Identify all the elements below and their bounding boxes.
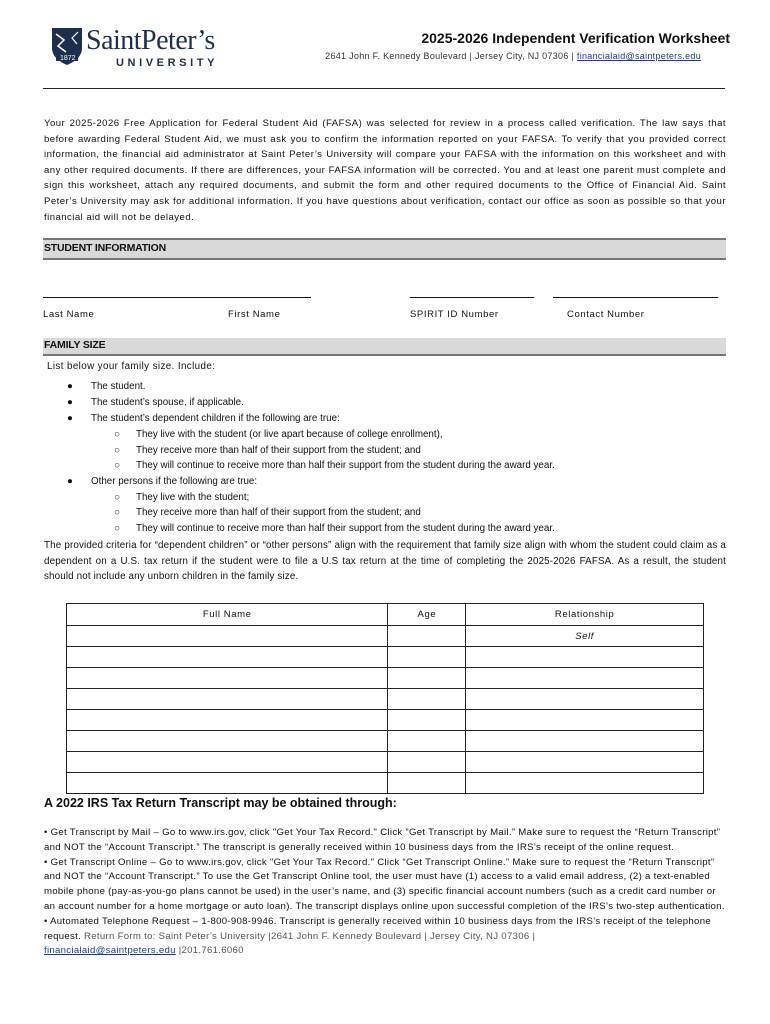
name-cell[interactable] <box>67 689 388 710</box>
name-cell[interactable] <box>67 626 388 647</box>
relationship-cell[interactable] <box>466 668 704 689</box>
bullet-dot: ● <box>67 413 73 424</box>
sub-bullet-circle: ○ <box>114 523 120 534</box>
email-link[interactable]: financialaid@saintpeters.edu <box>576 51 701 61</box>
age-cell[interactable] <box>388 731 466 752</box>
name-cell[interactable] <box>67 773 388 794</box>
table-row <box>67 731 704 752</box>
relationship-cell: Self <box>466 626 704 647</box>
sub-bullet-circle: ○ <box>114 492 120 503</box>
bullet-student: The student. <box>91 381 146 392</box>
last-name-label: Last Name <box>43 309 95 320</box>
irs-online-option: • Get Transcript Online – Go to www.irs.gov, click "Get Your Tax Record." Click “Get Transcript Online.” Make sure to request the “Return Transcript” and NOT the “Account Transcript.” To use the Get Transcript Online tool, the user must have (1) access to a valid email address, (2) a text-enabled mobile phone (pay-as-you-go plans cannot be used) in the user’s name, and (3) specific financial account numbers (such as a credit card number or an account number for a home mortgage or auto loan). The transcript displays online upon successful completion of the IRS’s two-step authentication. <box>44 856 725 912</box>
relationship-cell[interactable] <box>466 710 704 731</box>
intro-paragraph: Your 2025-2026 Free Application for Federal Student Aid (FAFSA) was selected for review in a process called verification. The law says that before awarding Federal Student Aid, we must ask you to confirm the information reported on your FAFSA. To verify that you provided correct information, the financial aid administrator at Saint Peter’s University will compare your FAFSA with the information on this worksheet and with any other required documents. If there are differences, your FAFSA information will be corrected. You and at least one parent must complete and sign this worksheet, attach any required documents, and submit the form and other required documents to the Office of Financial Aid. Saint Peter’s University may ask for additional information. If you have questions about verification, contact our office as soon as possible so that your financial aid will not be delayed. <box>44 118 726 223</box>
children-criterion-2: They receive more than half of their support from the student; and <box>136 445 421 456</box>
student-info-heading: STUDENT INFORMATION <box>44 242 166 254</box>
logo-year: 1872 <box>60 55 76 62</box>
sub-bullet-circle: ○ <box>114 507 120 518</box>
bullet-children: The student’s dependent children if the following are true: <box>91 413 340 424</box>
age-cell[interactable] <box>388 773 466 794</box>
family-members-table <box>66 603 704 794</box>
family-size-heading: FAMILY SIZE <box>44 339 106 351</box>
irs-phone-text: • Automated Telephone Request – 1-800-908-9946. Transcript is generally received within 10 business days from the IRS’s receipt of the telephone request. <box>44 915 711 942</box>
irs-mail-option: • Get Transcript by Mail – Go to www.irs.gov, click "Get Your Tax Record." Click “Get Transcript by Mail.” Make sure to request the “Return Transcript” and NOT the “Account Transcript.” The transcript is generally received within 10 business days from the IRS’s receipt of the online request. <box>44 827 721 853</box>
age-cell[interactable] <box>388 647 466 668</box>
table-row <box>67 668 704 689</box>
logo-wordmark: SaintPeter’s <box>86 25 215 56</box>
student-info-header <box>43 238 726 260</box>
age-cell[interactable] <box>388 752 466 773</box>
irs-phone-option <box>44 915 726 959</box>
children-criterion-3: They will continue to receive more than half their support from the student during the award year. <box>136 460 555 471</box>
age-cell[interactable] <box>388 710 466 731</box>
spirit-id-label: SPIRIT ID Number <box>410 309 499 320</box>
sub-bullet-circle: ○ <box>114 460 120 471</box>
header-address <box>325 51 701 61</box>
irs-transcript-heading: A 2022 IRS Tax Return Transcript may be obtained through: <box>44 796 397 810</box>
name-field-line[interactable] <box>43 297 311 298</box>
name-cell[interactable] <box>67 668 388 689</box>
col-age: Age <box>388 604 466 626</box>
relationship-cell[interactable] <box>466 752 704 773</box>
first-name-label: First Name <box>228 309 281 320</box>
relationship-cell[interactable] <box>466 647 704 668</box>
name-cell[interactable] <box>67 647 388 668</box>
table-row <box>67 710 704 731</box>
table-row <box>67 647 704 668</box>
table-header-row <box>67 604 704 626</box>
others-criterion-2: They receive more than half of their support from the student; and <box>136 507 421 518</box>
table-row <box>67 689 704 710</box>
bullet-spouse: The student’s spouse, if applicable. <box>91 397 244 408</box>
spirit-id-field-line[interactable] <box>410 297 534 298</box>
relationship-cell[interactable] <box>466 773 704 794</box>
others-criterion-1: They live with the student; <box>136 492 250 503</box>
contact-number-label: Contact Number <box>567 309 645 320</box>
return-form-text: Return Form to: Saint Peter’s University |2641 John F. Kennedy Boulevard | Jersey City, NJ 07306 | <box>81 930 536 942</box>
table-row <box>67 773 704 794</box>
family-size-intro: List below your family size. Include: <box>47 361 216 372</box>
name-cell[interactable] <box>67 710 388 731</box>
criteria-paragraph: The provided criteria for “dependent children” or “other persons” align with the requirement that family size align with whom the student could claim as a dependent on a U.S. tax return if the student were to file a U.S tax return at the time of completing the 2025-2026 FAFSA. As a result, the student should not include any unborn children in the family size. <box>44 540 726 583</box>
relationship-cell[interactable] <box>466 689 704 710</box>
relationship-cell[interactable] <box>466 731 704 752</box>
footer-email-link[interactable]: financialaid@saintpeters.edu <box>44 945 176 957</box>
page-title: 2025-2026 Independent Verification Worksheet <box>421 30 730 46</box>
bullet-dot: ● <box>67 476 73 487</box>
family-size-header <box>43 338 726 356</box>
col-full-name: Full Name <box>67 604 388 626</box>
others-criterion-3: They will continue to receive more than half their support from the student during the award year. <box>136 523 555 534</box>
table-row <box>67 626 704 647</box>
irs-instructions <box>44 826 726 959</box>
address-text: 2641 John F. Kennedy Boulevard | Jersey City, NJ 07306 | <box>325 51 577 61</box>
children-criterion-1: They live with the student (or live apart because of college enrollment), <box>136 429 443 440</box>
logo-university: UNIVERSITY <box>116 57 219 69</box>
name-cell[interactable] <box>67 731 388 752</box>
contact-field-line[interactable] <box>553 297 718 298</box>
age-cell[interactable] <box>388 626 466 647</box>
age-cell[interactable] <box>388 689 466 710</box>
bullet-others: Other persons if the following are true: <box>91 476 258 487</box>
col-relationship: Relationship <box>466 604 704 626</box>
bullet-dot: ● <box>67 397 73 408</box>
sub-bullet-circle: ○ <box>114 429 120 440</box>
age-cell[interactable] <box>388 668 466 689</box>
bullet-dot: ● <box>67 381 73 392</box>
sub-bullet-circle: ○ <box>114 445 120 456</box>
name-cell[interactable] <box>67 752 388 773</box>
footer-phone: |201.761.6060 <box>175 945 244 957</box>
header-divider <box>43 88 725 89</box>
table-row <box>67 752 704 773</box>
